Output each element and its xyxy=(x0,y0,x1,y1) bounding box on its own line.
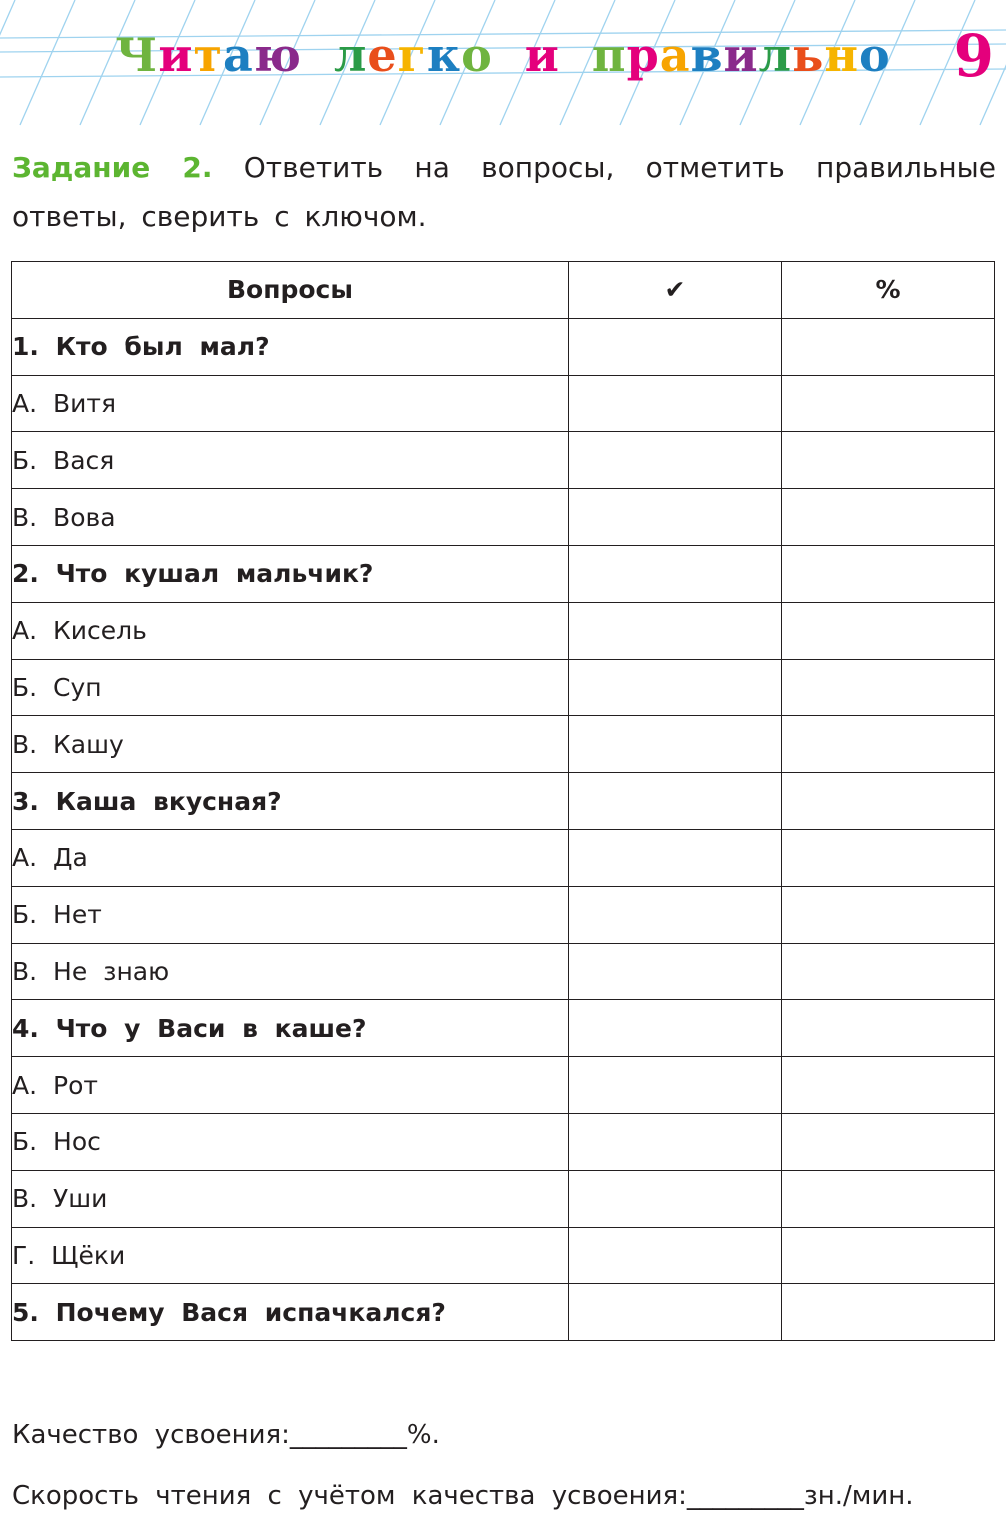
answer-row xyxy=(12,886,995,943)
answer-row xyxy=(12,602,995,659)
percent-cell[interactable] xyxy=(782,602,995,659)
answer-option: Б. Нос xyxy=(12,1113,569,1170)
answer-option: В. Не знаю xyxy=(12,943,569,1000)
task-instruction xyxy=(12,143,996,241)
question-text: 2. Что кушал мальчик? xyxy=(12,545,569,602)
header-questions: Вопросы xyxy=(12,262,569,319)
answer-option: А. Да xyxy=(12,829,569,886)
question-row xyxy=(12,773,995,830)
answer-option: Б. Нет xyxy=(12,886,569,943)
title-word: и xyxy=(524,28,560,82)
percent-cell[interactable] xyxy=(782,943,995,1000)
task-text: Ответить на вопросы, отметить правильные ответы, сверить с ключом. xyxy=(12,151,996,233)
title-word: Читаю xyxy=(115,28,302,82)
answer-row xyxy=(12,489,995,546)
question-row xyxy=(12,1000,995,1057)
page-number: 9 xyxy=(953,22,994,90)
task-label: Задание 2. xyxy=(12,151,213,184)
percent-cell[interactable] xyxy=(782,1113,995,1170)
percent-cell[interactable] xyxy=(782,1000,995,1057)
quality-line: Качество усвоения:_________%. xyxy=(12,1420,440,1450)
percent-cell[interactable] xyxy=(782,716,995,773)
check-cell[interactable] xyxy=(569,1170,782,1227)
speed-line: Скорость чтения с учётом качества усвоения:_________зн./мин. xyxy=(12,1481,914,1511)
answer-option: Б. Вася xyxy=(12,432,569,489)
check-cell[interactable] xyxy=(569,1284,782,1341)
quiz-table xyxy=(11,261,995,1341)
check-cell[interactable] xyxy=(569,659,782,716)
check-cell[interactable] xyxy=(569,1057,782,1114)
answer-row xyxy=(12,1170,995,1227)
answer-row xyxy=(12,375,995,432)
answer-row xyxy=(12,659,995,716)
check-cell[interactable] xyxy=(569,489,782,546)
percent-cell[interactable] xyxy=(782,545,995,602)
answer-row xyxy=(12,943,995,1000)
answer-row xyxy=(12,1227,995,1284)
check-cell[interactable] xyxy=(569,829,782,886)
answer-row xyxy=(12,432,995,489)
percent-cell[interactable] xyxy=(782,829,995,886)
answer-option: Б. Суп xyxy=(12,659,569,716)
title-word: легко xyxy=(333,28,493,82)
answer-option: А. Кисель xyxy=(12,602,569,659)
percent-cell[interactable] xyxy=(782,1170,995,1227)
percent-cell[interactable] xyxy=(782,1227,995,1284)
title-word: правильно xyxy=(591,28,891,82)
check-cell[interactable] xyxy=(569,1000,782,1057)
answer-option: Г. Щёки xyxy=(12,1227,569,1284)
percent-cell[interactable] xyxy=(782,659,995,716)
header-check: ✔ xyxy=(569,262,782,319)
question-row xyxy=(12,545,995,602)
check-cell[interactable] xyxy=(569,318,782,375)
check-cell[interactable] xyxy=(569,773,782,830)
check-cell[interactable] xyxy=(569,886,782,943)
question-text: 3. Каша вкусная? xyxy=(12,773,569,830)
header-percent: % xyxy=(782,262,995,319)
answer-option: А. Витя xyxy=(12,375,569,432)
answer-row xyxy=(12,716,995,773)
percent-cell[interactable] xyxy=(782,489,995,546)
percent-cell[interactable] xyxy=(782,375,995,432)
percent-cell[interactable] xyxy=(782,1057,995,1114)
check-cell[interactable] xyxy=(569,1227,782,1284)
answer-option: В. Уши xyxy=(12,1170,569,1227)
question-text: 1. Кто был мал? xyxy=(12,318,569,375)
check-cell[interactable] xyxy=(569,375,782,432)
book-title xyxy=(0,28,1006,82)
answer-row xyxy=(12,1057,995,1114)
answer-row xyxy=(12,829,995,886)
check-cell[interactable] xyxy=(569,602,782,659)
percent-cell[interactable] xyxy=(782,886,995,943)
question-text: 4. Что у Васи в каше? xyxy=(12,1000,569,1057)
answer-row xyxy=(12,1113,995,1170)
check-cell[interactable] xyxy=(569,545,782,602)
check-cell[interactable] xyxy=(569,943,782,1000)
percent-cell[interactable] xyxy=(782,773,995,830)
answer-option: В. Вова xyxy=(12,489,569,546)
check-cell[interactable] xyxy=(569,432,782,489)
question-row xyxy=(12,1284,995,1341)
percent-cell[interactable] xyxy=(782,318,995,375)
check-cell[interactable] xyxy=(569,716,782,773)
answer-option: А. Рот xyxy=(12,1057,569,1114)
answer-option: В. Кашу xyxy=(12,716,569,773)
check-cell[interactable] xyxy=(569,1113,782,1170)
question-row xyxy=(12,318,995,375)
percent-cell[interactable] xyxy=(782,432,995,489)
table-header-row xyxy=(12,262,995,319)
percent-cell[interactable] xyxy=(782,1284,995,1341)
question-text: 5. Почему Вася испачкался? xyxy=(12,1284,569,1341)
